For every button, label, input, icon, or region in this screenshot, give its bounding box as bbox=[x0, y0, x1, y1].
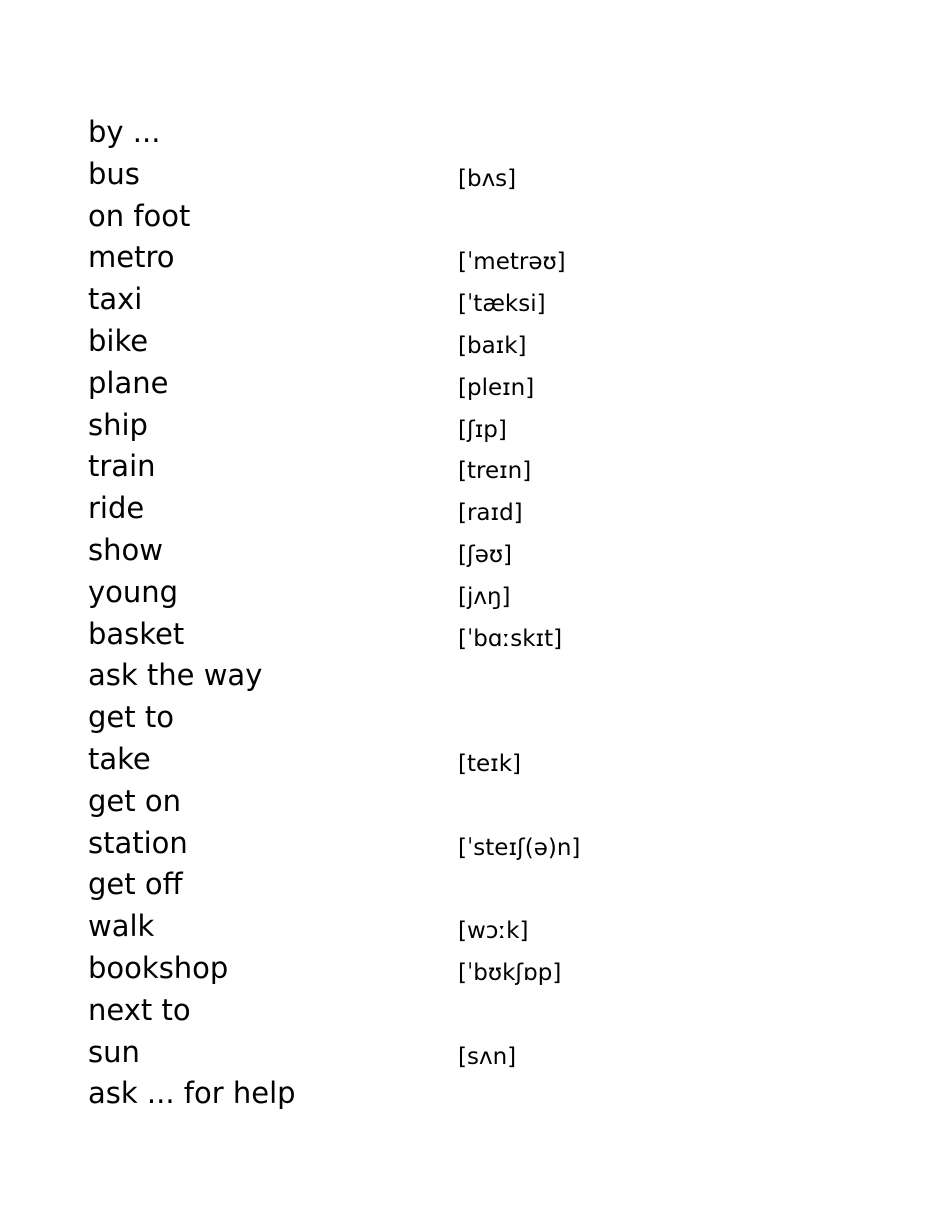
vocab-phonetic: [wɔːk] bbox=[458, 918, 529, 945]
vocab-row bbox=[88, 363, 888, 405]
vocab-word: sun bbox=[88, 1034, 140, 1069]
vocab-word: walk bbox=[88, 909, 155, 944]
vocab-phonetic: [ˈbɑːskɪt] bbox=[458, 625, 563, 652]
vocab-row bbox=[88, 1073, 888, 1115]
vocabulary-list bbox=[88, 112, 888, 1115]
vocab-phonetic: [ʃɪp] bbox=[458, 416, 507, 443]
vocab-phonetic: [ˈbʊkʃɒp] bbox=[458, 959, 562, 986]
vocab-row bbox=[88, 279, 888, 321]
vocab-row bbox=[88, 614, 888, 656]
vocab-row bbox=[88, 1032, 888, 1074]
vocab-row bbox=[88, 112, 888, 154]
vocab-row bbox=[88, 488, 888, 530]
vocab-phonetic: [sʌn] bbox=[458, 1043, 517, 1070]
vocab-row bbox=[88, 154, 888, 196]
vocab-phonetic: [ˈsteɪʃ(ə)n] bbox=[458, 834, 581, 861]
vocab-phonetic: [raɪd] bbox=[458, 500, 523, 527]
vocab-row bbox=[88, 321, 888, 363]
vocab-row bbox=[88, 697, 888, 739]
vocab-row bbox=[88, 781, 888, 823]
vocab-word: bus bbox=[88, 156, 140, 191]
vocab-row bbox=[88, 405, 888, 447]
vocab-row bbox=[88, 572, 888, 614]
vocab-row bbox=[88, 446, 888, 488]
vocab-word: taxi bbox=[88, 282, 143, 317]
vocab-row bbox=[88, 196, 888, 238]
vocab-phonetic: [ˈtæksi] bbox=[458, 291, 546, 318]
vocab-word: station bbox=[88, 825, 188, 860]
vocab-word: get off bbox=[88, 867, 183, 902]
vocab-phonetic: [ˈmetrəʊ] bbox=[458, 249, 566, 276]
vocab-word: basket bbox=[88, 616, 185, 651]
vocab-row bbox=[88, 739, 888, 781]
vocab-word: on foot bbox=[88, 198, 191, 233]
vocab-word: by ... bbox=[88, 115, 161, 149]
vocab-word: ask the way bbox=[88, 658, 263, 693]
vocab-row bbox=[88, 864, 888, 906]
vocab-phonetic: [baɪk] bbox=[458, 332, 527, 359]
vocab-word: ask ... for help bbox=[88, 1076, 296, 1111]
vocab-word: plane bbox=[88, 365, 169, 400]
vocab-row bbox=[88, 530, 888, 572]
vocab-row bbox=[88, 823, 888, 865]
vocab-row bbox=[88, 655, 888, 697]
vocab-phonetic: [ʃəʊ] bbox=[458, 541, 513, 568]
vocab-word: ship bbox=[88, 407, 148, 442]
vocab-word: show bbox=[88, 532, 163, 567]
vocab-word: young bbox=[88, 574, 179, 609]
vocab-phonetic: [treɪn] bbox=[458, 458, 532, 485]
vocab-word: get to bbox=[88, 700, 174, 735]
vocab-word: metro bbox=[88, 240, 175, 275]
vocab-word: get on bbox=[88, 783, 181, 818]
vocab-word: bookshop bbox=[88, 950, 229, 985]
vocab-phonetic: [pleɪn] bbox=[458, 374, 535, 401]
vocab-word: train bbox=[88, 449, 156, 484]
vocab-row bbox=[88, 906, 888, 948]
vocab-word: bike bbox=[88, 323, 149, 358]
vocab-word: next to bbox=[88, 992, 191, 1027]
vocab-row bbox=[88, 990, 888, 1032]
vocab-row bbox=[88, 948, 888, 990]
vocab-word: ride bbox=[88, 491, 145, 526]
vocab-word: take bbox=[88, 741, 151, 776]
vocab-phonetic: [teɪk] bbox=[458, 750, 521, 777]
vocab-row bbox=[88, 237, 888, 279]
vocab-phonetic: [jʌŋ] bbox=[458, 583, 511, 610]
vocab-phonetic: [bʌs] bbox=[458, 165, 517, 192]
